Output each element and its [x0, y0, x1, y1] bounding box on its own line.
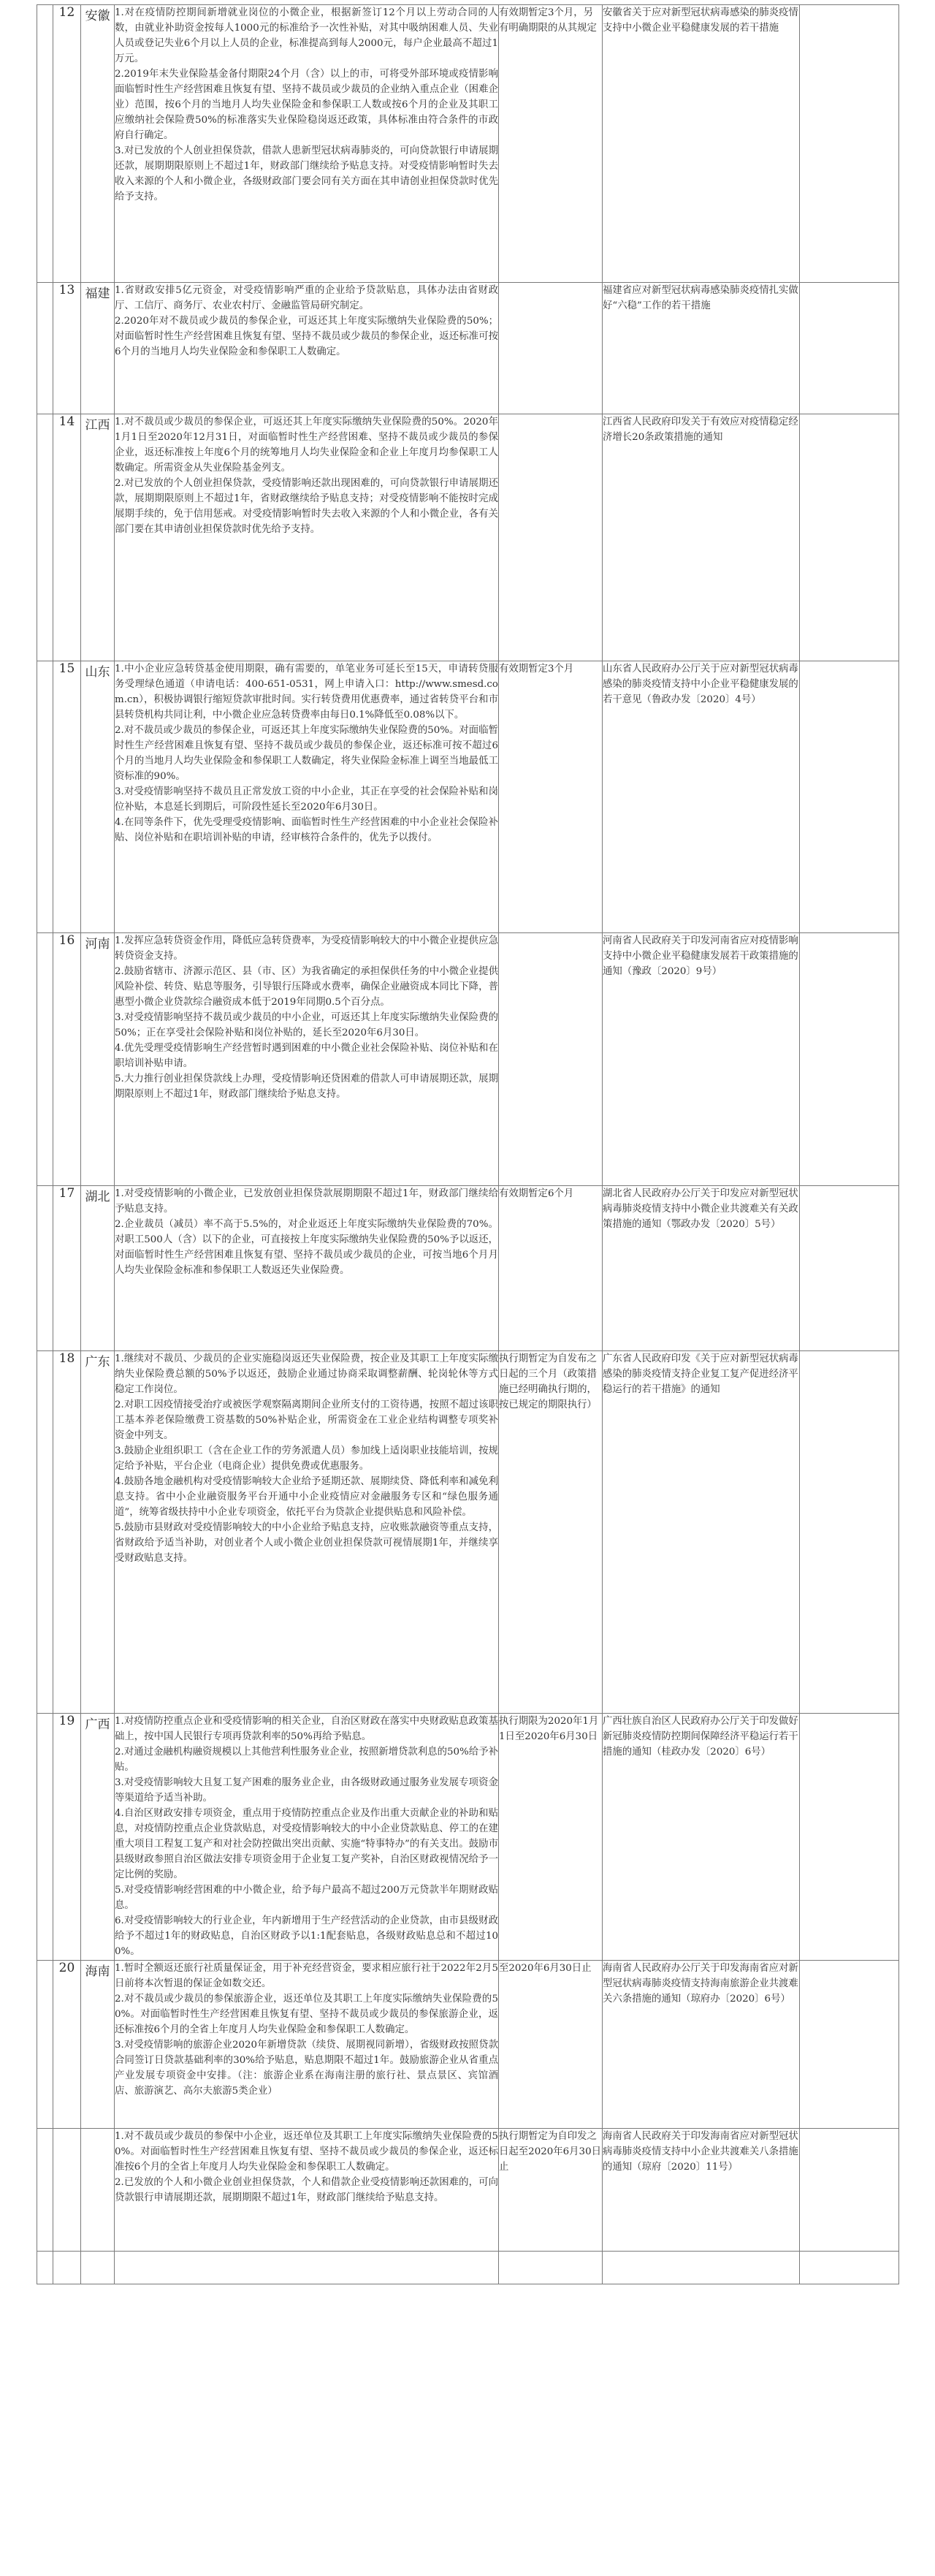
validity-period-cell	[499, 2252, 603, 2284]
policy-content-cell	[115, 1186, 499, 1351]
blank-cell	[800, 661, 899, 933]
policy-paragraph: 2.对不裁员或少裁员的参保企业，可返还其上年度实际缴纳失业保险费的50%。对面临暂时性生产经营困难且恢复有望、坚持不裁员或少裁员的参保企业，返还标准可按不超过6个月的当地月人均失业保险金和参保职工人数确定，将失业保险金标准上调至当地最低工资标准的90%。	[115, 725, 498, 782]
validity-period-cell	[499, 1714, 603, 1961]
blank-cell	[37, 1351, 53, 1714]
validity-period-cell	[499, 1186, 603, 1351]
policy-paragraph: 3.对受疫情影响的旅游企业2020年新增贷款（续贷、展期视同新增），省级财政按照贷款合同签订日贷款基础利率的30%给予贴息，贴息期限不超过1年。鼓励旅游企业从省重点产业发展专项资金中安排。（注：旅游企业系在海南注册的旅行社、景点景区、宾馆酒店、旅游演艺、高尔夫旅游5类企业）	[115, 2040, 498, 2097]
document-title-text: 海南省人民政府关于印发海南省应对新型冠状病毒肺炎疫情支持中小企业共渡难关八条措施的通知（琼府〔2020〕11号）	[603, 2131, 798, 2173]
document-title-cell	[603, 2129, 800, 2252]
blank-cell	[800, 2252, 899, 2284]
table-row	[37, 2252, 899, 2284]
document-title-text: 河南省人民政府关于印发河南省应对疫情影响支持中小微企业平稳健康发展若干政策措施的通知（豫政〔2020〕9号）	[603, 935, 798, 977]
policy-paragraph: 2.对职工因疫情接受治疗或被医学观察隔离期间企业所支付的工资待遇，按照不超过该职工基本养老保险缴费工资基数的50%补贴企业，所需资金在工业企业结构调整专项奖补资金中列支。	[115, 1399, 498, 1441]
province-cell: 福建	[81, 283, 115, 414]
policy-paragraph: 1.暂时全额返还旅行社质量保证金，用于补充经营资金，要求相应旅行社于2022年2月5日前将本次暂退的保证金如数交还。	[115, 1963, 498, 1989]
policy-paragraph: 2.2020年对不裁员或少裁员的参保企业，可返还其上年度实际缴纳失业保险费的50%；对面临暂时性生产经营困难且恢复有望、坚持不裁员或少裁员的参保企业，返还标准可按6个月的当地月人均失业保险金和参保职工人数确定。	[115, 316, 498, 357]
policy-paragraph: 1.对不裁员或少裁员的参保中小企业，返还单位及其职工上年度实际缴纳失业保险费的50%。对面临暂时性生产经营困难且恢复有望、坚持不裁员或少裁员的参保企业，返还标准按6个月的全省上年度月人均失业保险金和参保职工人数确定。	[115, 2131, 498, 2173]
document-title-cell	[603, 1186, 800, 1351]
validity-period-cell	[499, 933, 603, 1186]
row-number: 19	[53, 1714, 81, 1961]
policy-table-page	[37, 4, 898, 2284]
policy-paragraph: 2.已发放的个人和小微企业创业担保贷款，个人和借款企业受疫情影响还款困难的，可向贷款银行申请展期还款，展期期限不超过1年，财政部门继续给予贴息支持。	[115, 2177, 498, 2203]
table-row	[37, 5, 899, 283]
blank-cell	[37, 283, 53, 414]
blank-cell	[800, 414, 899, 661]
policy-paragraph: 3.对受疫情影响坚持不裁员且正常发放工资的中小企业，其正在享受的社会保险补贴和岗位补贴，本息延长到期后，可阶段性延长至2020年6月30日。	[115, 786, 498, 813]
policy-paragraph: 2.对已发放的个人创业担保贷款，受疫情影响还款出现困难的，可向贷款银行申请展期还款，展期期限原则上不超过1年，省财政继续给予贴息支持；对受疫情影响不能按时完成展期手续的，免于信用惩戒。对受疫情影响暂时失去收入来源的个人和小微企业，各有关部门要在其申请创业担保贷款时优先给予支持。	[115, 478, 498, 535]
blank-cell	[800, 933, 899, 1186]
policy-paragraph: 3.鼓励企业组织职工（含在企业工作的劳务派遣人员）参加线上适岗职业技能培训，按规定给予补贴，平台企业（电商企业）提供免费或优惠服务。	[115, 1445, 498, 1472]
table-row	[37, 1351, 899, 1714]
province-cell: 河南	[81, 933, 115, 1186]
document-title-cell	[603, 1961, 800, 2129]
validity-period-text: 至2020年6月30日止	[499, 1963, 592, 1974]
policy-paragraph: 1.省财政安排5亿元资金，对受疫情影响严重的企业给予贷款贴息，具体办法由省财政厅、工信厅、商务厅、农业农村厅、金融监管局研究制定。	[115, 285, 498, 311]
policy-content-cell	[115, 933, 499, 1186]
document-title-cell	[603, 1351, 800, 1714]
province-cell	[81, 2129, 115, 2252]
policy-content-cell	[115, 2252, 499, 2284]
policy-paragraph: 2.对不裁员或少裁员的参保旅游企业，返还单位及其职工上年度实际缴纳失业保险费的50%。对面临暂时性生产经营困难且恢复有望、坚持不裁员或少裁员的参保旅游企业，返还标准按6个月的全省上年度月人均失业保险金和参保职工人数确定。	[115, 1994, 498, 2035]
table-row	[37, 661, 899, 933]
blank-cell	[800, 283, 899, 414]
blank-cell	[37, 2129, 53, 2252]
table-row	[37, 414, 899, 661]
table-row	[37, 1186, 899, 1351]
policy-table-body	[37, 5, 899, 2284]
province-cell: 江西	[81, 414, 115, 661]
policy-paragraph: 5.大力推行创业担保贷款线上办理，受疫情影响还贷困难的借款人可申请展期还款，展期期限原则上不超过1年，财政部门继续给予贴息支持。	[115, 1074, 498, 1100]
province-cell: 广西	[81, 1714, 115, 1961]
document-title-text: 海南省人民政府办公厅关于印发海南省应对新型冠状病毒肺炎疫情支持海南旅游企业共渡难关六条措施的通知（琼府办〔2020〕6号）	[603, 1963, 798, 2005]
validity-period-text: 有效期暂定3个月，另有明确期限的从其规定	[499, 7, 597, 34]
document-title-cell	[603, 933, 800, 1186]
policy-paragraph: 3.对受疫情影响坚持不裁员或少裁员的中小企业，可返还其上年度实际缴纳失业保险费的50%；正在享受社会保险补贴和岗位补贴的，延长至2020年6月30日。	[115, 1012, 498, 1038]
blank-cell	[800, 1714, 899, 1961]
policy-paragraph: 5.鼓励市县财政对受疫情影响较大的中小企业给予贴息支持，应收账款融资等重点支持，省财政给予适当补助，对创业者个人或小微企业创业担保贷款可视情展期1年，并继续享受财政贴息支持。	[115, 1522, 498, 1564]
blank-cell	[37, 933, 53, 1186]
row-number: 14	[53, 414, 81, 661]
policy-content-cell	[115, 414, 499, 661]
document-title-cell	[603, 1714, 800, 1961]
document-title-text: 广西壮族自治区人民政府办公厅关于印发做好新冠肺炎疫情防控期间保障经济平稳运行若干措施的通知（桂政办发〔2020〕6号）	[603, 1716, 798, 1758]
policy-paragraph: 5.对受疫情影响经营困难的中小微企业，给予每户最高不超过200万元贷款半年期财政贴息。	[115, 1885, 498, 1911]
blank-cell	[800, 1351, 899, 1714]
validity-period-cell	[499, 283, 603, 414]
document-title-cell	[603, 283, 800, 414]
blank-cell	[37, 5, 53, 283]
blank-cell	[37, 1186, 53, 1351]
policy-paragraph: 3.对已发放的个人创业担保贷款，借款人患新型冠状病毒肺炎的，可向贷款银行申请展期还款，展期期限原则上不超过1年，财政部门继续给予贴息支持。对受疫情影响暂时失去收入来源的个人和小微企业，各级财政部门要会同有关方面在其申请创业担保贷款时优先给予支持。	[115, 145, 498, 202]
blank-cell	[800, 2129, 899, 2252]
blank-cell	[800, 1186, 899, 1351]
validity-period-cell	[499, 5, 603, 283]
table-row	[37, 1714, 899, 1961]
document-title-cell	[603, 2252, 800, 2284]
validity-period-cell	[499, 1961, 603, 2129]
policy-paragraph: 2.对通过金融机构融资规模以上其他营利性服务业企业，按照新增贷款利息的50%给予补贴。	[115, 1747, 498, 1773]
province-cell: 湖北	[81, 1186, 115, 1351]
province-cell: 安徽	[81, 5, 115, 283]
table-row	[37, 933, 899, 1186]
row-number	[53, 2129, 81, 2252]
policy-paragraph: 4.在同等条件下，优先受理受疫情影响、面临暂时性生产经营困难的中小企业社会保险补贴、岗位补贴和在职培训补贴的申请，经审核符合条件的，优先予以拨付。	[115, 817, 498, 843]
blank-cell	[800, 1961, 899, 2129]
policy-paragraph: 1.对疫情防控重点企业和受疫情影响的相关企业，自治区财政在落实中央财政贴息政策基础上，按中国人民银行专项再贷款利率的50%再给予贴息。	[115, 1716, 498, 1742]
row-number: 15	[53, 661, 81, 933]
province-cell: 海南	[81, 1961, 115, 2129]
policy-content-cell	[115, 661, 499, 933]
policy-content-cell	[115, 2129, 499, 2252]
policy-content-cell	[115, 5, 499, 283]
document-title-text: 湖北省人民政府办公厅关于印发应对新型冠状病毒肺炎疫情支持中小微企业共渡难关有关政策措施的通知（鄂政办发〔2020〕5号）	[603, 1188, 798, 1230]
validity-period-cell	[499, 661, 603, 933]
validity-period-cell	[499, 414, 603, 661]
row-number: 17	[53, 1186, 81, 1351]
row-number: 13	[53, 283, 81, 414]
policy-paragraph: 4.鼓励各地金融机构对受疫情影响较大企业给予延期还款、展期续贷、降低利率和减免利息支持。省中小企业融资服务平台开通中小企业疫情应对金融服务专区和“绿色服务通道”，统筹省级扶持中小企业专项资金，依托平台为贷款企业提供贴息和风险补偿。	[115, 1476, 498, 1518]
policy-paragraph: 1.中小企业应急转贷基金使用期限，确有需要的，单笔业务可延长至15天，申请转贷服务受理绿色通道（申请电话：400-651-0531，网上申请入口：http://www.smesd.com.cn），积极协调银行缩短贷款审批时间。实行转贷费用优惠费率，通过省转贷平台和市县转贷机构共同让利，中小微企业应急转贷费率由每日0.1%降低至0.08%以下。	[115, 664, 498, 721]
policy-paragraph: 2.鼓励省辖市、济源示范区、县（市、区）为我省确定的承担保供任务的中小微企业提供风险补偿、转贷、贴息等服务，引导银行压降或水费率，确保企业融资成本同比下降，普惠型小微企业贷款综合融资成本低于2019年同期0.5个百分点。	[115, 966, 498, 1008]
row-number: 16	[53, 933, 81, 1186]
policy-paragraph: 6.对受疫情影响较大的行业企业，年内新增用于生产经营活动的企业贷款，由市县级财政给予不超过1年的财政贴息，自治区财政予以1:1配套贴息，各级财政贴息总和不超过100%。	[115, 1915, 498, 1957]
blank-cell	[37, 661, 53, 933]
province-cell: 广东	[81, 1351, 115, 1714]
row-number: 20	[53, 1961, 81, 2129]
document-title-text: 江西省人民政府印发关于有效应对疫情稳定经济增长20条政策措施的通知	[603, 417, 798, 443]
document-title-cell	[603, 414, 800, 661]
document-title-text: 福建省应对新型冠状病毒感染肺炎疫情扎实做好“六稳”工作的若干措施	[603, 285, 798, 311]
document-title-text: 广东省人民政府印发《关于应对新型冠状病毒感染的肺炎疫情支持企业复工复产促进经济平稳运行的若干措施》的通知	[603, 1353, 798, 1395]
document-title-text: 山东省人民政府办公厅关于应对新型冠状病毒感染的肺炎疫情支持中小企业平稳健康发展的若干意见（鲁政办发〔2020〕4号）	[603, 664, 798, 705]
blank-cell	[800, 5, 899, 283]
validity-period-text: 有效期暂定6个月	[499, 1188, 574, 1199]
policy-content-cell	[115, 1714, 499, 1961]
row-number: 12	[53, 5, 81, 283]
document-title-text: 安徽省关于应对新型冠状病毒感染的肺炎疫情支持中小微企业平稳健康发展的若干措施	[603, 7, 798, 34]
province-cell: 山东	[81, 661, 115, 933]
province-cell	[81, 2252, 115, 2284]
table-row	[37, 2129, 899, 2252]
validity-period-text: 执行期暂定为自印发之日起至2020年6月30日止	[499, 2131, 601, 2173]
policy-table	[37, 4, 899, 2284]
validity-period-cell	[499, 1351, 603, 1714]
document-title-cell	[603, 661, 800, 933]
policy-content-cell	[115, 1961, 499, 2129]
policy-paragraph: 4.优先受理受疫情影响生产经营暂时遇到困难的中小微企业社会保险补贴、岗位补贴和在职培训补贴申请。	[115, 1043, 498, 1069]
policy-paragraph: 1.继续对不裁员、少裁员的企业实施稳岗返还失业保险费，按企业及其职工上年度实际缴纳失业保险费总额的50%予以返还，鼓励企业通过协商采取调整薪酬、轮岗轮休等方式稳定工作岗位。	[115, 1353, 498, 1395]
table-row	[37, 1961, 899, 2129]
policy-paragraph: 1.对不裁员或少裁员的参保企业，可返还其上年度实际缴纳失业保险费的50%。2020年1月1日至2020年12月31日，对面临暂时性生产经营困难、坚持不裁员或少裁员的参保企业，返还标准按上年度6个月的统筹地月人均失业保险金和企业上年度月均参保职工人数确定。所需资金从失业保险基金列支。	[115, 417, 498, 474]
validity-period-cell	[499, 2129, 603, 2252]
blank-cell	[37, 2252, 53, 2284]
blank-cell	[37, 1961, 53, 2129]
policy-paragraph: 1.对在疫情防控期间新增就业岗位的小微企业，根据新签订12个月以上劳动合同的人数，由就业补助资金按每人1000元的标准给予一次性补贴，对其中吸纳困难人员、失业人员或登记失业6个月以上人员的企业，标准提高到每人2000元，每户企业最高不超过1万元。	[115, 7, 498, 64]
policy-content-cell	[115, 1351, 499, 1714]
policy-paragraph: 1.对受疫情影响的小微企业，已发放创业担保贷款展期期限不超过1年，财政部门继续给予贴息支持。	[115, 1188, 498, 1215]
row-number: 18	[53, 1351, 81, 1714]
policy-paragraph: 4.自治区财政安排专项资金，重点用于疫情防控重点企业及作出重大贡献企业的补助和贴息，对疫情防控重点企业贷款贴息，对受疫情影响较大的中小企业贷款贴息、停工的在建重大项目工程复工复产和对社会防控做出突出贡献、实施“特事特办”的有关支出。鼓励市县级财政参照自治区做法安排专项资金用于企业复工复产奖补，自治区财政视情况给予一定比例的奖励。	[115, 1808, 498, 1880]
policy-paragraph: 2.2019年末失业保险基金备付期限24个月（含）以上的市，可将受外部环境或疫情影响面临暂时性生产经营困难且恢复有望、坚持不裁员或少裁员的企业纳入重点企业（困难企业）范围，按6个月的当地月人均失业保险金和参保职工人数或按6个月的企业及其职工应缴纳社会保险费50%的标准落实失业保险稳岗返还政策，具体标准由符合条件的市政府自行确定。	[115, 69, 498, 141]
policy-content-cell	[115, 283, 499, 414]
blank-cell	[37, 414, 53, 661]
row-number	[53, 2252, 81, 2284]
policy-paragraph: 1.发挥应急转贷资金作用，降低应急转贷费率，为受疫情影响较大的中小微企业提供应急转贷资金支持。	[115, 935, 498, 962]
blank-cell	[37, 1714, 53, 1961]
policy-paragraph: 2.企业裁员（减员）率不高于5.5%的，对企业返还上年度实际缴纳失业保险费的70%。对职工500人（含）以下的企业，可直接按上年度实际缴纳失业保险费的50%予以返还，对面临暂时性生产经营困难且恢复有望、坚持不裁员或少裁员的企业，可按当地6个月月人均失业保险金标准和参保职工人数返还失业保险费。	[115, 1219, 498, 1276]
validity-period-text: 执行期暂定为自发布之日起的三个月（政策措施已经明确执行期的，按已规定的期限执行）	[499, 1353, 597, 1410]
validity-period-text: 有效期暂定3个月	[499, 664, 574, 675]
policy-paragraph: 3.对受疫情影响较大且复工复产困难的服务业企业，由各级财政通过服务业发展专项资金等渠道给予适当补助。	[115, 1777, 498, 1804]
document-title-cell	[603, 5, 800, 283]
validity-period-text: 执行期限为2020年1月1日至2020年6月30日	[499, 1716, 599, 1742]
table-row	[37, 283, 899, 414]
